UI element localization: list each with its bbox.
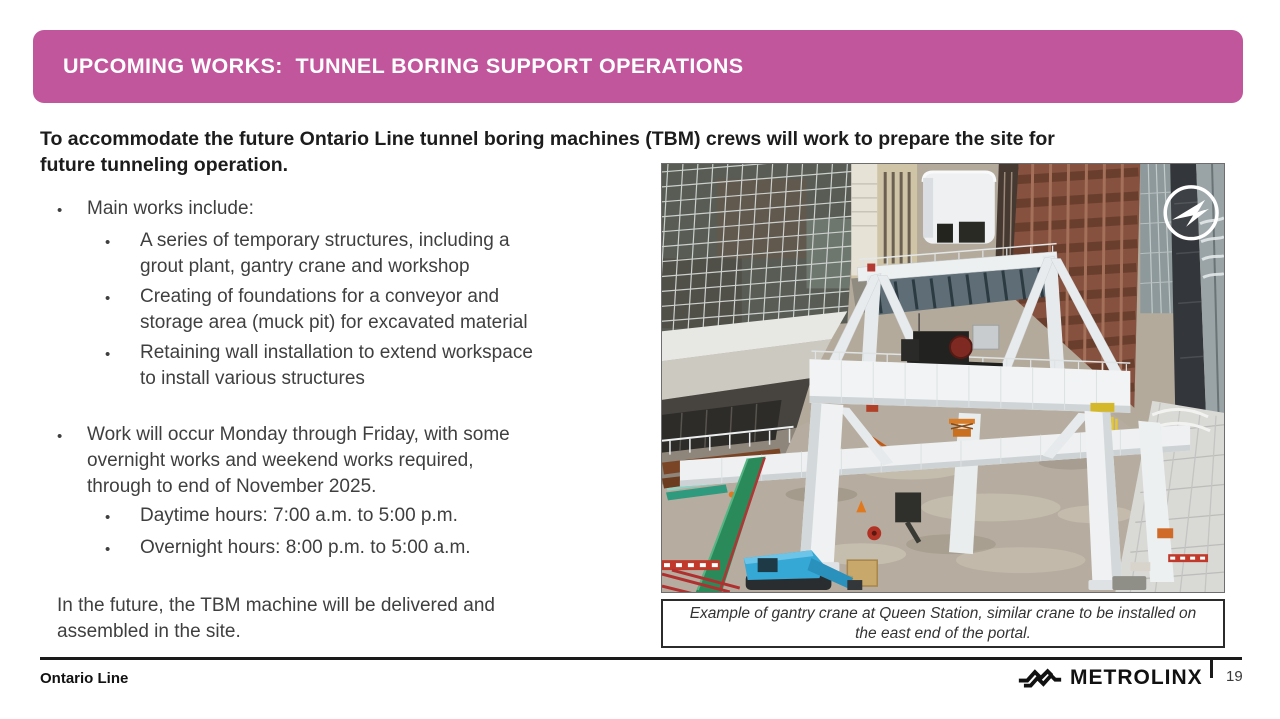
sub-bullet-item (40, 228, 665, 280)
photo-caption: Example of gantry crane at Queen Station, similar crane to be installed on the east end of the portal. (661, 599, 1225, 648)
metrolinx-logo-icon (1018, 665, 1062, 691)
bird-drone-logo-watermark (1165, 187, 1217, 239)
photo-scene (662, 164, 1224, 592)
sub-bullet-group (40, 503, 665, 563)
bullet-icon (105, 340, 140, 392)
metrolinx-logo (1018, 665, 1203, 691)
bullet-text: Main works include: (87, 198, 254, 219)
bullet-icon (57, 422, 87, 500)
bullet-icon (105, 535, 140, 563)
page-number-tick (1210, 657, 1213, 678)
photo-figure (661, 163, 1225, 593)
bullet-text: Work will occur Monday through Friday, with some overnight works and weekend works required, through to end of November 2025. (87, 424, 510, 497)
bullet-icon (105, 284, 140, 336)
sub-bullet-group (40, 228, 665, 392)
bullet-text: Retaining wall installation to extend workspace to install various structures (140, 342, 533, 389)
intro-line: To accommodate the future Ontario Line tunnel boring machines (TBM) crews will work to prepare the site for (40, 128, 1055, 150)
bullet-icon (105, 503, 140, 531)
bullet-item (40, 422, 665, 500)
title-banner (33, 30, 1243, 103)
bullet-text: Daytime hours: 7:00 a.m. to 5:00 p.m. (140, 505, 458, 526)
intro-line: future tunneling operation. (40, 154, 289, 176)
bullet-list (40, 190, 665, 645)
bullet-icon (57, 196, 87, 224)
bullet-text: A series of temporary structures, including a grout plant, gantry crane and workshop (140, 230, 510, 277)
footer-project-label: Ontario Line (40, 670, 129, 687)
footer-divider (40, 657, 1242, 660)
sub-bullet-item (40, 503, 665, 531)
closing-paragraph: In the future, the TBM machine will be delivered and assembled in the site. (57, 595, 495, 642)
bullet-item (40, 196, 665, 224)
page-number: 19 (1226, 668, 1243, 685)
sub-bullet-item (40, 284, 665, 336)
sub-bullet-item (40, 535, 665, 563)
bullet-text: Creating of foundations for a conveyor and storage area (muck pit) for excavated material (140, 286, 528, 333)
slide-title: UPCOMING WORKS: TUNNEL BORING SUPPORT OPERATIONS (63, 54, 744, 78)
metrolinx-wordmark: METROLINX (1070, 666, 1203, 689)
bullet-text: Overnight hours: 8:00 p.m. to 5:00 a.m. (140, 537, 471, 558)
sub-bullet-item (40, 340, 665, 392)
bullet-icon (105, 228, 140, 280)
